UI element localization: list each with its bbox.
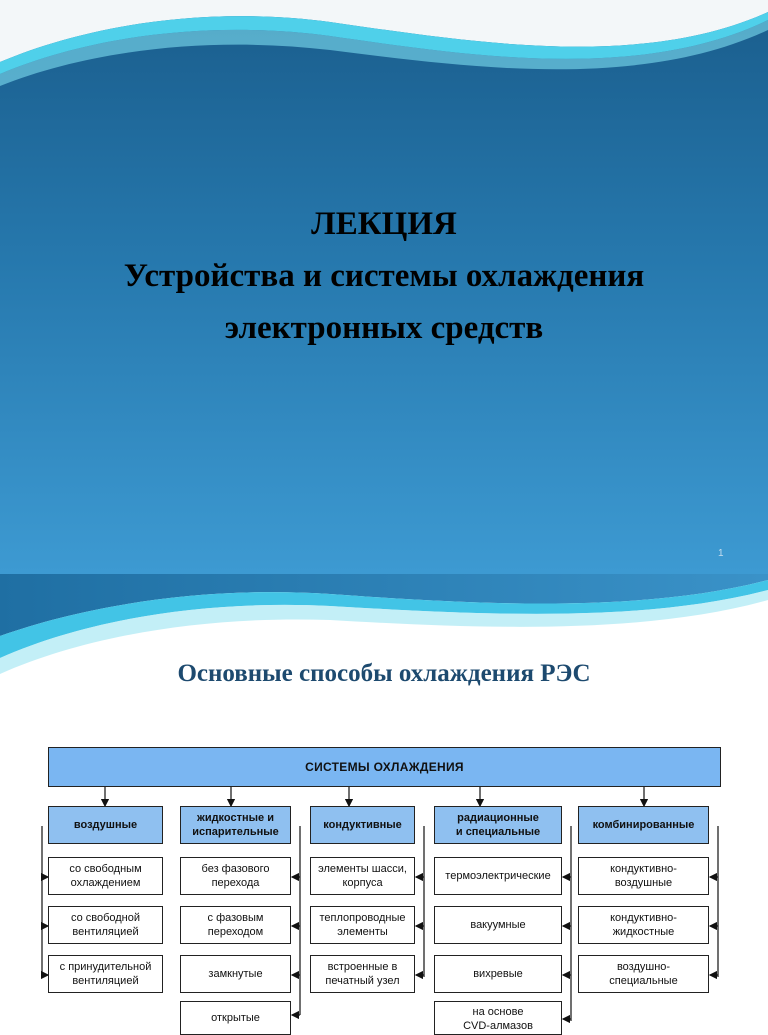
- item-box: [434, 955, 562, 993]
- item-box: [310, 955, 415, 993]
- item-line: переходом: [207, 926, 264, 938]
- category-label-line-1: радиационные: [457, 812, 539, 824]
- category-label: кондуктивные: [323, 819, 402, 831]
- root-label: СИСТЕМЫ ОХЛАЖДЕНИЯ: [305, 760, 464, 774]
- item-box: [578, 906, 709, 944]
- item-line: печатный узел: [325, 975, 400, 987]
- item-box: [434, 1001, 562, 1035]
- lecture-title-line-2: Устройства и системы охлаждения: [123, 258, 645, 294]
- item-line: с фазовым: [207, 912, 264, 924]
- item-line: на основе: [472, 1006, 524, 1018]
- item-box: [48, 906, 163, 944]
- category-label: комбинированные: [592, 819, 695, 831]
- slide-number: 1: [718, 548, 724, 559]
- slide-title: Основные способы охлаждения РЭС: [177, 660, 591, 687]
- category-label: воздушные: [73, 819, 138, 831]
- item-line: перехода: [211, 877, 260, 889]
- item-box: [434, 857, 562, 895]
- item-line: жидкостные: [612, 926, 675, 938]
- item-box: [180, 955, 291, 993]
- item-box: [180, 1001, 291, 1035]
- item-box: [48, 857, 163, 895]
- item-line: элементы шасси,: [318, 863, 407, 875]
- item-line: вентиляцией: [72, 975, 139, 987]
- item-line: вихревые: [473, 968, 523, 980]
- lecture-title: [0, 198, 768, 354]
- item-box: [434, 906, 562, 944]
- category-radiation: [434, 806, 562, 844]
- item-line: кондуктивно-: [610, 912, 677, 924]
- cooling-systems-diagram: [34, 731, 734, 1031]
- item-line: с принудительной: [59, 961, 152, 973]
- item-box: [310, 857, 415, 895]
- item-box: [48, 955, 163, 993]
- item-line: воздушно-: [616, 961, 671, 973]
- category-liquid: [180, 806, 291, 844]
- item-line: открытые: [211, 1012, 260, 1024]
- item-line: специальные: [609, 975, 678, 987]
- item-line: теплопроводные: [319, 912, 406, 924]
- item-line: охлаждением: [70, 877, 141, 889]
- item-line: CVD-алмазов: [463, 1020, 533, 1032]
- lecture-title-line-3: электронных средств: [224, 310, 544, 346]
- item-line: замкнутые: [208, 968, 263, 980]
- item-line: со свободной: [70, 912, 141, 924]
- category-combined: [578, 806, 709, 844]
- item-line: элементы: [337, 926, 388, 938]
- item-line: без фазового: [201, 863, 270, 875]
- item-box: [578, 857, 709, 895]
- item-line: корпуса: [342, 877, 383, 889]
- category-label-line-1: жидкостные и: [197, 812, 274, 824]
- item-line: кондуктивно-: [610, 863, 677, 875]
- category-label-line-2: испарительные: [192, 826, 279, 838]
- root-node: [48, 747, 721, 787]
- wave-decoration: [0, 574, 768, 674]
- item-box: [578, 955, 709, 993]
- item-line: вакуумные: [470, 919, 526, 931]
- category-air: [48, 806, 163, 844]
- category-conductive: [310, 806, 415, 844]
- item-line: со свободным: [69, 863, 142, 875]
- item-box: [310, 906, 415, 944]
- lecture-title-line-1: ЛЕКЦИЯ: [311, 206, 457, 242]
- item-line: вентиляцией: [72, 926, 139, 938]
- content-slide: [0, 574, 768, 1032]
- item-line: встроенные в: [327, 961, 398, 973]
- category-label-line-2: и специальные: [455, 826, 541, 838]
- item-line: воздушные: [614, 877, 673, 889]
- item-box: [180, 857, 291, 895]
- item-box: [180, 906, 291, 944]
- item-line: термоэлектрические: [445, 870, 551, 882]
